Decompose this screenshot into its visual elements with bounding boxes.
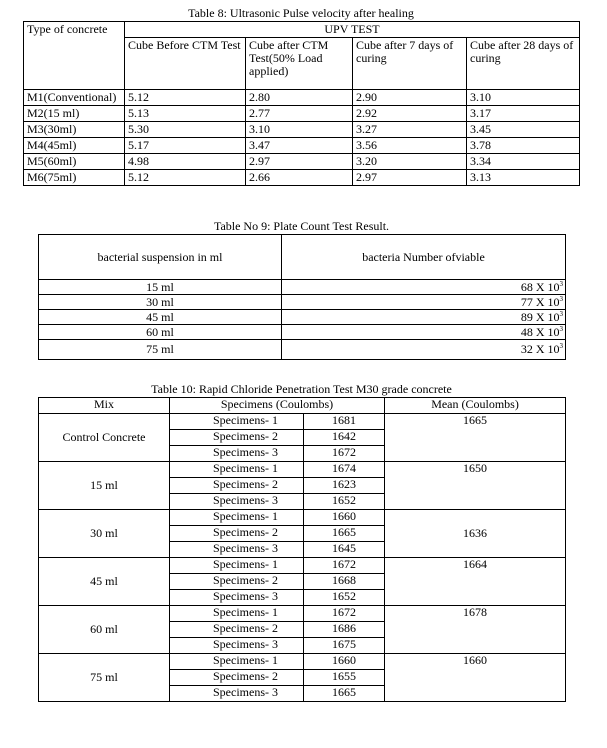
- plate-count-table: [38, 234, 566, 360]
- table-row: [24, 154, 580, 170]
- upv-value-cell: 3.56: [353, 138, 467, 154]
- column-header: bacterial suspension in ml: [39, 235, 282, 280]
- specimen-label-cell: Specimens- 1: [170, 510, 304, 526]
- mix-cell: Control Concrete: [39, 414, 170, 462]
- specimen-value-cell: 1660: [304, 654, 385, 670]
- specimen-label-cell: Specimens- 1: [170, 414, 304, 430]
- rcpt-table: [38, 397, 566, 702]
- upv-value-cell: 5.12: [125, 170, 246, 186]
- volume-cell: 60 ml: [39, 325, 282, 340]
- table-row: [24, 90, 580, 106]
- specimen-label-cell: Specimens- 1: [170, 606, 304, 622]
- count-value: 77 X 10: [520, 294, 560, 309]
- upv-value-cell: 5.17: [125, 138, 246, 154]
- upv-value-cell: 3.27: [353, 122, 467, 138]
- mix-cell: 45 ml: [39, 558, 170, 606]
- viable-count-cell: [282, 325, 566, 340]
- specimen-label-cell: Specimens- 2: [170, 622, 304, 638]
- viable-count-cell: [282, 280, 566, 295]
- specimen-label-cell: Specimens- 1: [170, 462, 304, 478]
- specimen-label-cell: Specimens- 1: [170, 558, 304, 574]
- mix-cell: 30 ml: [39, 510, 170, 558]
- column-header: Specimens (Coulombs): [170, 398, 385, 414]
- specimen-label-cell: Specimens- 3: [170, 494, 304, 510]
- concrete-type-cell: M5(60ml): [24, 154, 125, 170]
- specimen-label-cell: Specimens- 3: [170, 638, 304, 654]
- concrete-type-cell: M1(Conventional): [24, 90, 125, 106]
- specimen-label-cell: Specimens- 3: [170, 446, 304, 462]
- count-exponent: 3: [559, 279, 563, 288]
- specimen-label-cell: Specimens- 2: [170, 478, 304, 494]
- upv-value-cell: 3.10: [467, 90, 580, 106]
- table-row: [39, 310, 566, 325]
- specimen-label-cell: Specimens- 3: [170, 686, 304, 702]
- column-header: Mix: [39, 398, 170, 414]
- upv-value-cell: 4.98: [125, 154, 246, 170]
- table-row: [39, 462, 566, 478]
- rcpt-table-body: [39, 398, 566, 702]
- specimen-value-cell: 1655: [304, 670, 385, 686]
- specimen-value-cell: 1665: [304, 526, 385, 542]
- upv-value-cell: 3.13: [467, 170, 580, 186]
- mean-cell: 1660: [385, 654, 566, 702]
- count-value: 32 X 10: [520, 342, 560, 356]
- concrete-type-cell: M4(45ml): [24, 138, 125, 154]
- upv-value-cell: 2.77: [246, 106, 353, 122]
- table-header-row: [24, 22, 580, 38]
- specimen-value-cell: 1660: [304, 510, 385, 526]
- table8-caption: Table 8: Ultrasonic Pulse velocity after healing: [188, 6, 414, 20]
- specimen-value-cell: 1674: [304, 462, 385, 478]
- count-value: 68 X 10: [520, 279, 560, 294]
- column-header: Cube after 28 days of curing: [467, 38, 580, 90]
- group-header: UPV TEST: [125, 22, 580, 38]
- viable-count-cell: [282, 310, 566, 325]
- specimen-value-cell: 1652: [304, 494, 385, 510]
- mix-cell: 75 ml: [39, 654, 170, 702]
- table9-caption: Table No 9: Plate Count Test Result.: [213, 219, 390, 233]
- mean-cell: 1636: [385, 510, 566, 558]
- table-row: [39, 606, 566, 622]
- mean-cell: 1678: [385, 606, 566, 654]
- viable-count-cell: [282, 340, 566, 360]
- viable-count-cell: [282, 295, 566, 310]
- specimen-label-cell: Specimens- 3: [170, 542, 304, 558]
- upv-value-cell: 3.10: [246, 122, 353, 138]
- table-row: [39, 654, 566, 670]
- table-header-row: [39, 398, 566, 414]
- specimen-value-cell: 1642: [304, 430, 385, 446]
- table-header-row: [39, 235, 566, 280]
- table-row: [39, 280, 566, 295]
- specimen-value-cell: 1672: [304, 446, 385, 462]
- table-row: [39, 558, 566, 574]
- count-exponent: 3: [559, 324, 563, 333]
- upv-value-cell: 2.90: [353, 90, 467, 106]
- mean-cell: 1665: [385, 414, 566, 462]
- upv-value-cell: 2.80: [246, 90, 353, 106]
- count-value: 89 X 10: [520, 309, 560, 324]
- specimen-label-cell: Specimens- 2: [170, 526, 304, 542]
- concrete-type-cell: M6(75ml): [24, 170, 125, 186]
- specimen-value-cell: 1681: [304, 414, 385, 430]
- table-row: [24, 170, 580, 186]
- specimen-label-cell: Specimens- 3: [170, 590, 304, 606]
- specimen-label-cell: Specimens- 2: [170, 574, 304, 590]
- plate-count-table-body: [39, 235, 566, 360]
- upv-value-cell: 2.97: [246, 154, 353, 170]
- upv-value-cell: 3.78: [467, 138, 580, 154]
- column-header: Cube Before CTM Test: [125, 38, 246, 90]
- column-header: Cube after 7 days of curing: [353, 38, 467, 90]
- upv-value-cell: 3.45: [467, 122, 580, 138]
- table-row: [39, 510, 566, 526]
- table-row: [39, 325, 566, 340]
- table10-caption: Table 10: Rapid Chloride Penetration Test M30 grade concrete: [151, 382, 452, 396]
- volume-cell: 15 ml: [39, 280, 282, 295]
- specimen-value-cell: 1645: [304, 542, 385, 558]
- upv-value-cell: 2.92: [353, 106, 467, 122]
- concrete-type-cell: M3(30ml): [24, 122, 125, 138]
- column-header: Cube after CTM Test(50% Load applied): [246, 38, 353, 90]
- table-row: [24, 106, 580, 122]
- upv-value-cell: 2.66: [246, 170, 353, 186]
- upv-value-cell: 3.20: [353, 154, 467, 170]
- specimen-value-cell: 1665: [304, 686, 385, 702]
- specimen-label-cell: Specimens- 2: [170, 670, 304, 686]
- column-header: bacteria Number ofviable: [282, 235, 566, 280]
- volume-cell: 30 ml: [39, 295, 282, 310]
- table-row: [39, 340, 566, 360]
- upv-value-cell: 3.17: [467, 106, 580, 122]
- specimen-value-cell: 1672: [304, 558, 385, 574]
- specimen-value-cell: 1672: [304, 606, 385, 622]
- upv-value-cell: 5.12: [125, 90, 246, 106]
- mix-cell: 60 ml: [39, 606, 170, 654]
- upv-value-cell: 3.47: [246, 138, 353, 154]
- table-row: [24, 122, 580, 138]
- upv-table-body: [24, 22, 580, 186]
- upv-value-cell: 5.30: [125, 122, 246, 138]
- table-row: [24, 138, 580, 154]
- upv-value-cell: 5.13: [125, 106, 246, 122]
- specimen-value-cell: 1668: [304, 574, 385, 590]
- count-exponent: 3: [559, 309, 563, 318]
- upv-value-cell: 3.34: [467, 154, 580, 170]
- specimen-value-cell: 1652: [304, 590, 385, 606]
- table-row: [39, 295, 566, 310]
- column-header: Type of concrete: [24, 22, 125, 90]
- specimen-value-cell: 1675: [304, 638, 385, 654]
- upv-table: [23, 21, 580, 186]
- concrete-type-cell: M2(15 ml): [24, 106, 125, 122]
- specimen-value-cell: 1623: [304, 478, 385, 494]
- count-exponent: 3: [559, 342, 563, 350]
- count-value: 48 X 10: [520, 324, 560, 339]
- specimen-value-cell: 1686: [304, 622, 385, 638]
- specimen-label-cell: Specimens- 2: [170, 430, 304, 446]
- specimen-label-cell: Specimens- 1: [170, 654, 304, 670]
- count-exponent: 3: [559, 294, 563, 303]
- volume-cell: 45 ml: [39, 310, 282, 325]
- upv-value-cell: 2.97: [353, 170, 467, 186]
- volume-cell: 75 ml: [39, 340, 282, 360]
- table-row: [39, 414, 566, 430]
- mean-cell: 1664: [385, 558, 566, 606]
- mix-cell: 15 ml: [39, 462, 170, 510]
- mean-cell: 1650: [385, 462, 566, 510]
- column-header: Mean (Coulombs): [385, 398, 566, 414]
